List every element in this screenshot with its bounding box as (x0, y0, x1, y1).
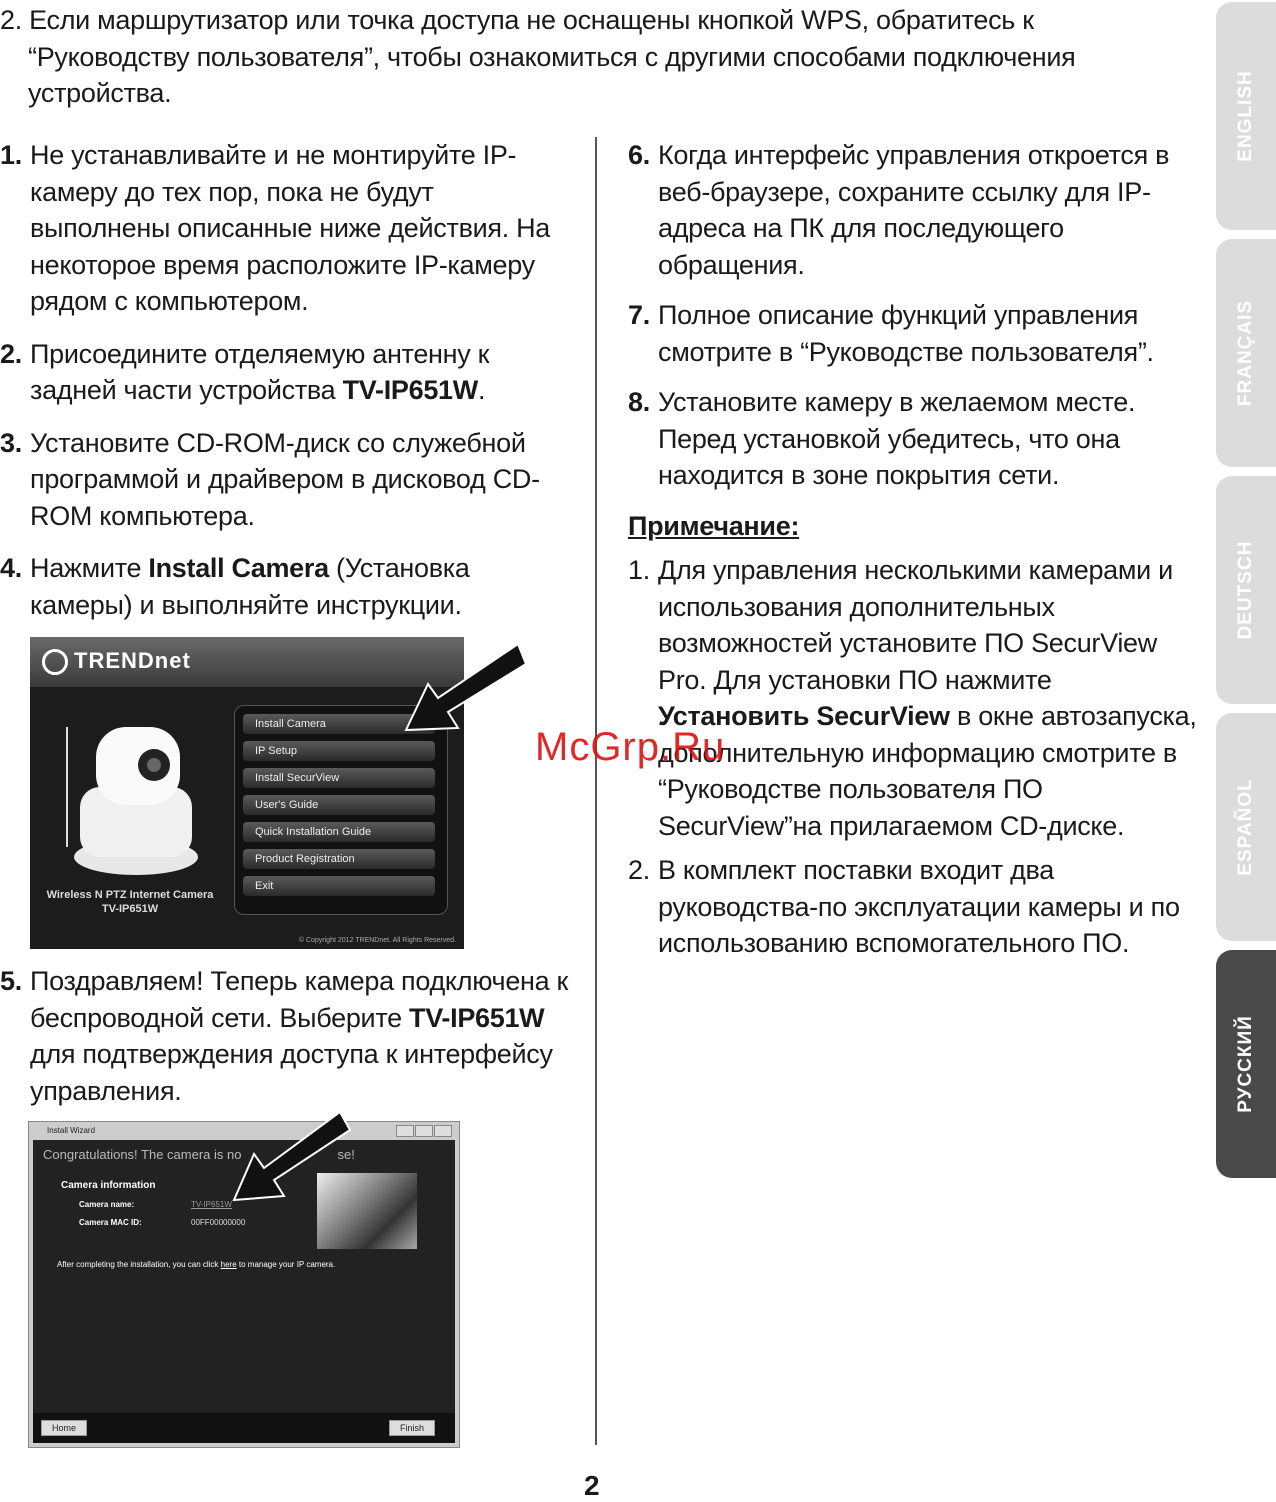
autorun-screenshot (30, 637, 464, 949)
note-1: 1. Для управления несколькими камерами и использования дополнительных возможностей установите ПО SecurView Pro. Для установки ПО нажмите Установить SecurView в окне автозапуска, дополнительную информацию смотрите в “Руководстве пользователя ПО SecurView”на прилагаемом CD-диске. (628, 555, 1197, 841)
step-5-block (0, 963, 575, 1109)
install-camera-button[interactable]: Install Camera (243, 714, 435, 734)
home-button[interactable]: Home (41, 1420, 87, 1436)
watermark: McGrp.Ru (535, 725, 726, 769)
left-column (0, 137, 575, 623)
arrow-icon-2 (230, 1108, 360, 1208)
window-controls (395, 1124, 455, 1138)
close-icon[interactable] (434, 1125, 452, 1137)
minimize-icon[interactable] (396, 1125, 414, 1137)
wizard-footer (33, 1413, 455, 1443)
camera-mac-value: 00FF00000000 (191, 1218, 246, 1227)
trendnet-logo: TRENDnet (42, 648, 191, 675)
autorun-header (30, 637, 464, 687)
camera-model: TV-IP651W (101, 903, 159, 915)
camera-mac-label: Camera MAC ID: (79, 1218, 142, 1227)
column-divider (595, 137, 597, 1445)
intro-note (0, 2, 1150, 112)
note-2: 2. В комплект поставки входит два руководства-по эксплуатации камеры и по использованию вспомогательного ПО. (628, 855, 1180, 958)
trendnet-logo-icon (42, 649, 68, 675)
manage-camera-text: After completing the installation, you can click here to manage your IP camera. (57, 1260, 336, 1269)
tab-deutsch[interactable]: DEUTSCH (1216, 476, 1276, 704)
camera-name-label: Camera name: (79, 1200, 135, 1209)
congrats-text: Congratulations! The camera is no se! (43, 1147, 355, 1162)
step-5: 5. Поздравляем! Теперь камера подключена к беспроводной сети. Выберите TV-IP651W для подтверждения доступа к интерфейсу управления. (0, 966, 569, 1106)
autorun-copyright: © Copyright 2012 TRENDnet. All Rights Reserved. (298, 937, 456, 944)
step-6: 6. Когда интерфейс управления откроется в веб-браузере, сохраните ссылку для IP-адреса на ПК для последующего обращения. (628, 140, 1170, 280)
step-2: 2. Присоедините отделяемую антенну к задней части устройства TV-IP651W. (0, 338, 490, 405)
right-column (628, 137, 1203, 962)
step-7: 7. Полное описание функций управления смотрите в “Руководстве пользователя”. (628, 300, 1154, 367)
ip-setup-button[interactable]: IP Setup (243, 741, 435, 761)
note-title: Примечание: (628, 510, 800, 541)
tab-english[interactable]: ENGLISH (1216, 2, 1276, 230)
step-4: 4. Нажмите Install Camera (Установка камеры) и выполняйте инструкции. (0, 553, 470, 620)
tab-espanol[interactable]: ESPAÑOL (1216, 713, 1276, 941)
step-3: 3. Установите CD-ROM-диск со служебной программой и драйвером в дисковод CD-ROM компьютера. (0, 427, 540, 531)
intro-text: 2. Если маршрутизатор или точка доступа не оснащены кнопкой WPS, обратитесь к “Руководству пользователя”, чтобы ознакомиться с другими способами подключения устройства. (0, 5, 1076, 108)
page-number: 2 (584, 1470, 600, 1501)
quick-installation-guide-button[interactable]: Quick Installation Guide (243, 822, 435, 842)
product-registration-button[interactable]: Product Registration (243, 849, 435, 869)
step-8: 8. Установите камеру в желаемом месте. Перед установкой убедитесь, что она находится в зоне покрытия сети. (628, 387, 1136, 490)
install-securview-button[interactable]: Install SecurView (243, 768, 435, 788)
tab-russian[interactable]: РУССКИЙ (1216, 950, 1276, 1178)
language-tabs (1216, 0, 1276, 1498)
camera-name-link[interactable]: TV-IP651W (191, 1200, 232, 1209)
window-title: Install Wizard (47, 1126, 96, 1135)
camera-caption: Wireless N PTZ Internet Camera (46, 889, 214, 901)
tab-francais[interactable]: FRANÇAIS (1216, 239, 1276, 467)
finish-button[interactable]: Finish (389, 1420, 435, 1436)
arrow-icon (400, 640, 530, 740)
camera-info-heading: Camera information (61, 1180, 156, 1191)
exit-button[interactable]: Exit (243, 876, 435, 896)
maximize-icon[interactable] (415, 1125, 433, 1137)
camera-illustration (66, 717, 206, 877)
users-guide-button[interactable]: User's Guide (243, 795, 435, 815)
step-1: 1. Не устанавливайте и не монтируйте IP-камеру до тех пор, пока не будут выполнены описанные ниже действия. На некоторое время расположите IP-камеру рядом с компьютером. (0, 140, 551, 316)
manage-link[interactable]: here (220, 1260, 237, 1269)
